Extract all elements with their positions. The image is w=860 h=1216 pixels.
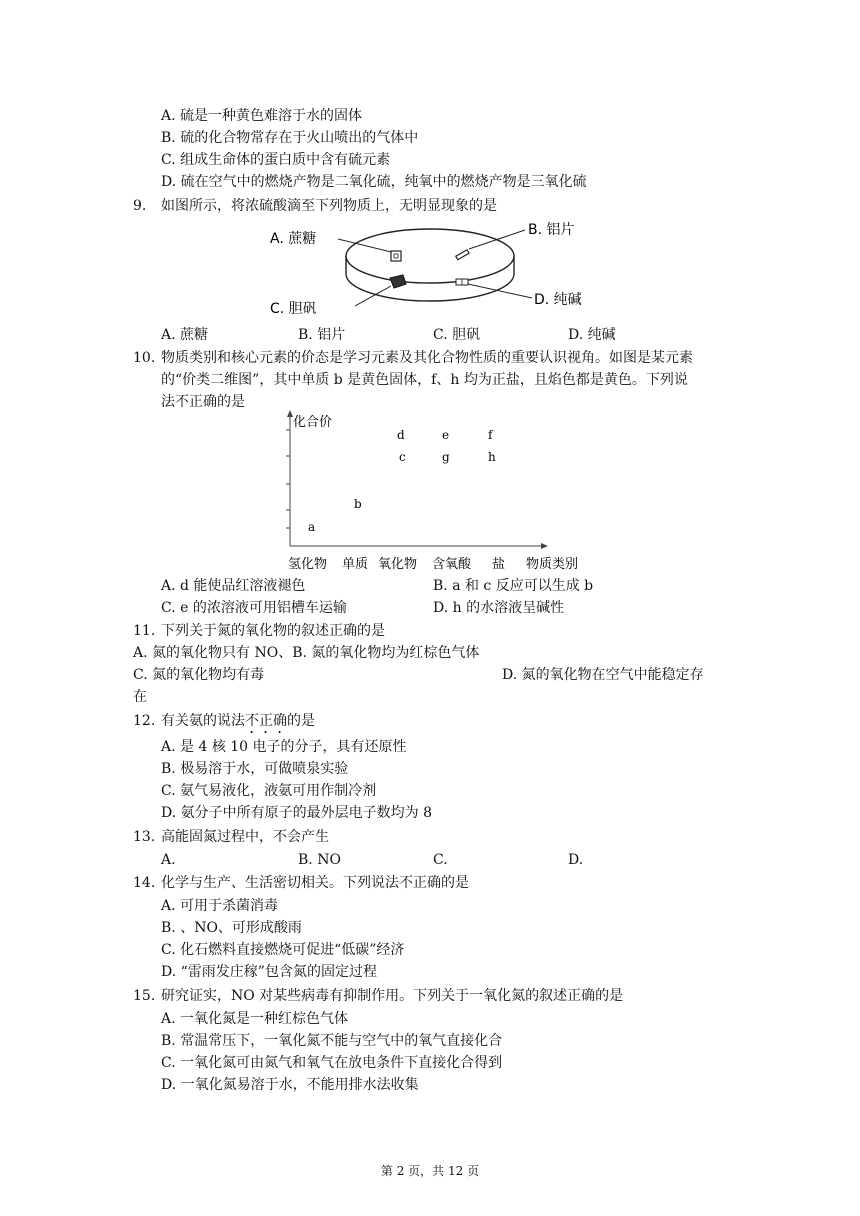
q10-xcat-hydride: 氢化物 (288, 557, 328, 572)
q10-option-d: D. h 的水溶液呈碱性 (433, 600, 565, 616)
q12-stem: 有关氨的说法不正确的是 (161, 713, 315, 729)
q15-number: 15. (133, 988, 156, 1004)
q11-stem: 下列关于氮的氧化物的叙述正确的是 (161, 623, 385, 639)
q8-option-c: C. 组成生命体的蛋白质中含有硫元素 (161, 152, 391, 168)
q9-label-d: D. 纯碱 (534, 292, 582, 308)
q15-option-c: C. 一氧化氮可由氮气和氧气在放电条件下直接化合得到 (161, 1055, 503, 1071)
q8-option-a: A. 硫是一种黄色难溶于水的固体 (161, 108, 363, 124)
q13-option-a: A. (161, 852, 176, 868)
q10-xcat-element: 单质 (342, 557, 369, 572)
q11-option-d-wrap: 在 (133, 689, 147, 705)
q11-options-line1: A. 氮的氧化物只有 NO、B. 氮的氧化物均为红棕色气体 (133, 645, 480, 661)
q14-option-c: C. 化石燃料直接燃烧可促进“低碳”经济 (161, 942, 405, 958)
q12-option-c: C. 氨气易液化，液氨可用作制冷剂 (161, 783, 377, 799)
q10-point-g: g (442, 450, 450, 464)
q9-dish-figure (260, 218, 600, 318)
q9-stem: 如图所示，将浓硫酸滴至下列物质上，无明显现象的是 (161, 198, 497, 214)
q10-point-f: f (488, 428, 493, 442)
q10-stem-line3: 法不正确的是 (161, 394, 245, 410)
q11-number: 11. (133, 623, 156, 639)
q10-stem-line2: 的“价类二维图”，其中单质 b 是黄色固体，f、h 均为正盐，且焰色都是黄色。下列说 (161, 372, 688, 388)
q10-valence-chart (280, 408, 620, 578)
q14-option-d: D. “雷雨发庄稼”包含氮的固定过程 (161, 964, 377, 980)
q12-number: 12. (133, 713, 156, 729)
q10-number: 10. (133, 350, 156, 366)
q15-stem: 研究证实，NO 对某些病毒有抑制作用。下列关于一氧化氮的叙述正确的是 (161, 988, 624, 1004)
q14-stem: 化学与生产、生活密切相关。下列说法不正确的是 (161, 875, 469, 891)
q13-number: 13. (133, 829, 156, 845)
q13-stem: 高能固氮过程中，不会产生 (161, 829, 329, 845)
q14-option-b: B. 、NO、可形成酸雨 (161, 920, 302, 936)
q10-point-c: c (399, 450, 406, 464)
q9-label-c: C. 胆矾 (270, 301, 317, 317)
q11-option-d: D. 氮的氧化物在空气中能稳定存 (502, 667, 704, 683)
q10-chart-ylabel: 化合价 (293, 415, 333, 430)
q9-label-a: A. 蔗糖 (270, 231, 317, 247)
q14-number: 14. (133, 875, 156, 891)
q9-option-b: B. 铝片 (298, 327, 346, 343)
q11-option-c: C. 氮的氧化物均有毒 (133, 667, 265, 683)
q10-option-b: B. a 和 c 反应可以生成 b (433, 578, 594, 594)
q15-option-a: A. 一氧化氮是一种红棕色气体 (161, 1011, 349, 1027)
q9-option-c: C. 胆矾 (433, 327, 481, 343)
q13-option-b: B. NO (298, 852, 341, 868)
q10-xcat-oxyacid: 含氧酸 (432, 557, 472, 572)
q8-option-d: D. 硫在空气中的燃烧产物是二氧化硫，纯氧中的燃烧产物是三氧化硫 (161, 174, 587, 190)
q15-option-b: B. 常温常压下，一氧化氮不能与空气中的氧气直接化合 (161, 1033, 503, 1049)
q12-emphasis: 不正确 (245, 713, 287, 729)
q13-option-d: D. (568, 852, 584, 868)
q9-option-d: D. 纯碱 (568, 327, 616, 343)
q10-point-d: d (397, 428, 405, 442)
q10-stem-line1: 物质类别和核心元素的价态是学习元素及其化合物性质的重要认识视角。如图是某元素 (161, 350, 693, 366)
q9-label-b: B. 铝片 (528, 222, 575, 238)
q10-point-h: h (488, 450, 496, 464)
q10-point-e: e (442, 428, 450, 442)
q10-point-b: b (354, 497, 362, 511)
q12-option-d: D. 氨分子中所有原子的最外层电子数均为 8 (161, 805, 432, 821)
q10-xcat-salt: 盐 (492, 557, 506, 572)
q14-option-a: A. 可用于杀菌消毒 (161, 898, 279, 914)
page-footer: 第 2 页，共 12 页 (380, 1164, 480, 1178)
q13-option-c: C. (433, 852, 448, 868)
q10-point-a: a (308, 520, 316, 534)
q10-chart-xlabel: 物质类别 (526, 557, 579, 572)
q8-option-b: B. 硫的化合物常存在于火山喷出的气体中 (161, 130, 419, 146)
q12-option-b: B. 极易溶于水，可做喷泉实验 (161, 761, 349, 777)
q15-option-d: D. 一氧化氮易溶于水，不能用排水法收集 (161, 1077, 419, 1093)
q12-option-a: A. 是 4 核 10 电子的分子，具有还原性 (161, 739, 407, 755)
q10-xcat-oxide: 氧化物 (378, 557, 418, 572)
q10-option-c: C. e 的浓溶液可用铝槽车运输 (161, 600, 347, 616)
q9-option-a: A. 蔗糖 (161, 327, 209, 343)
q10-option-a: A. d 能使品红溶液褪色 (161, 578, 306, 594)
q9-number: 9. (133, 198, 147, 214)
